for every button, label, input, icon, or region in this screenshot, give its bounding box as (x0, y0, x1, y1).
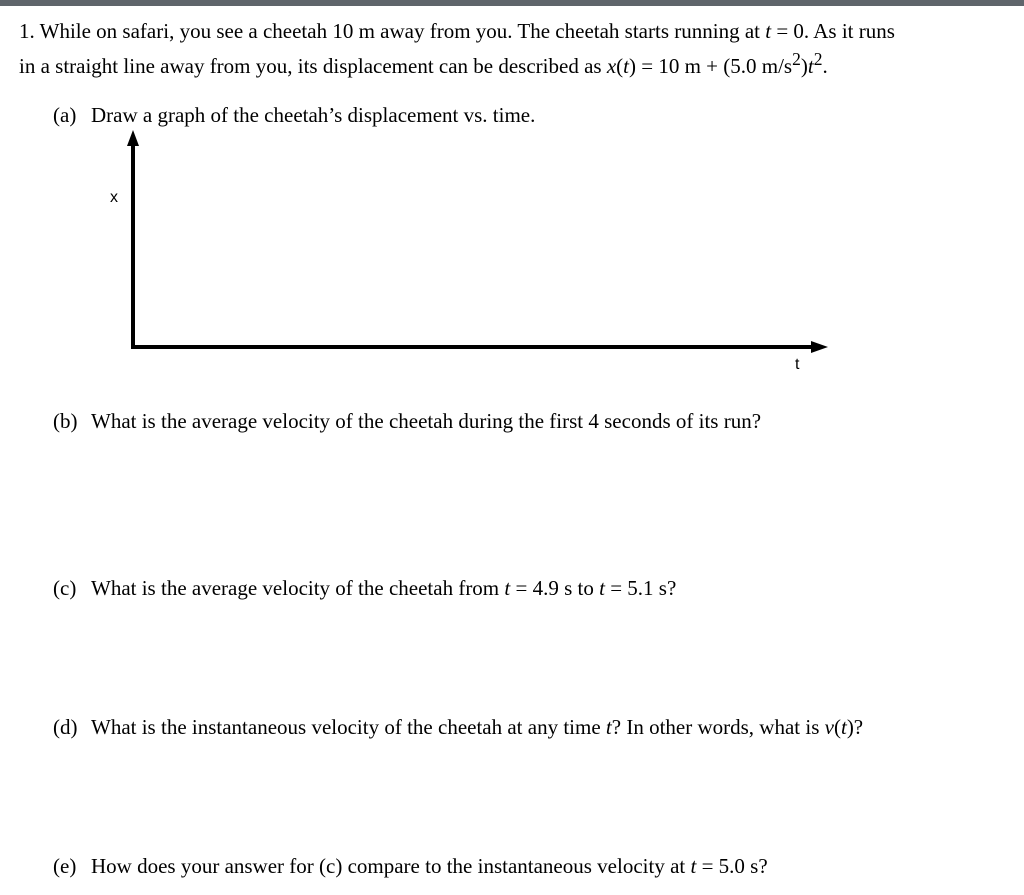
part-a-letter: (a) (53, 103, 77, 127)
part-a-text: Draw a graph of the cheetah’s displacement vs. time. (91, 103, 536, 127)
part-b-letter: (b) (53, 409, 78, 433)
problem-number: 1. (19, 19, 35, 43)
paren-open: ( (616, 54, 624, 78)
exponent: 2 (792, 49, 801, 69)
t-variable-d2: t (840, 715, 847, 739)
part-e (53, 852, 768, 880)
problem-line2-c: ) (800, 54, 808, 78)
part-c (53, 574, 676, 602)
y-axis-label: x (110, 189, 118, 206)
part-d-text: What is the instantaneous velocity of the cheetah at any time (91, 715, 606, 739)
part-b-text: What is the average velocity of the cheetah during the first 4 seconds of its run? (91, 409, 762, 433)
paren-close: ) (629, 54, 636, 78)
part-e-letter: (e) (53, 854, 77, 878)
v-function: v (824, 715, 834, 739)
problem-line2-a: in a straight line away from you, its displacement can be described as (19, 54, 607, 78)
period: . (822, 54, 828, 78)
t-variable: t (765, 19, 772, 43)
part-e-text: How does your answer for (c) compare to the instantaneous velocity at (91, 854, 691, 878)
part-d-letter: (d) (53, 715, 78, 739)
exponent-2: 2 (813, 49, 823, 69)
part-d-post: )? (846, 715, 864, 739)
t-variable-2: t (623, 54, 629, 78)
problem-line1-a: While on safari, you see a cheetah 10 m away from you. The cheetah starts running at (39, 19, 766, 43)
x-function: x (606, 54, 617, 78)
part-c-mid: = 4.9 s to (510, 576, 600, 600)
x-axis-arrowhead (811, 341, 828, 353)
t-variable-c1: t (504, 576, 511, 600)
part-c-letter: (c) (53, 576, 77, 600)
t-variable-c2: t (599, 576, 605, 600)
part-e-post: = 5.0 s? (696, 854, 768, 878)
t-squared: t (807, 54, 814, 78)
part-b (53, 407, 761, 435)
y-axis-arrowhead (127, 130, 139, 146)
part-d (53, 713, 863, 741)
t-variable-e: t (690, 854, 697, 878)
part-c-post: = 5.1 s? (604, 576, 677, 600)
part-d-mid: ? In other words, what is (611, 715, 825, 739)
problem-line2-b: = 10 m + (5.0 m/s (636, 54, 793, 78)
problem-line1-b: = 0. As it runs (771, 19, 895, 43)
x-axis-label: t (795, 356, 800, 373)
paren-open-d: ( (833, 715, 841, 739)
t-variable-d: t (605, 715, 612, 739)
part-c-text: What is the average velocity of the cheetah from (91, 576, 505, 600)
